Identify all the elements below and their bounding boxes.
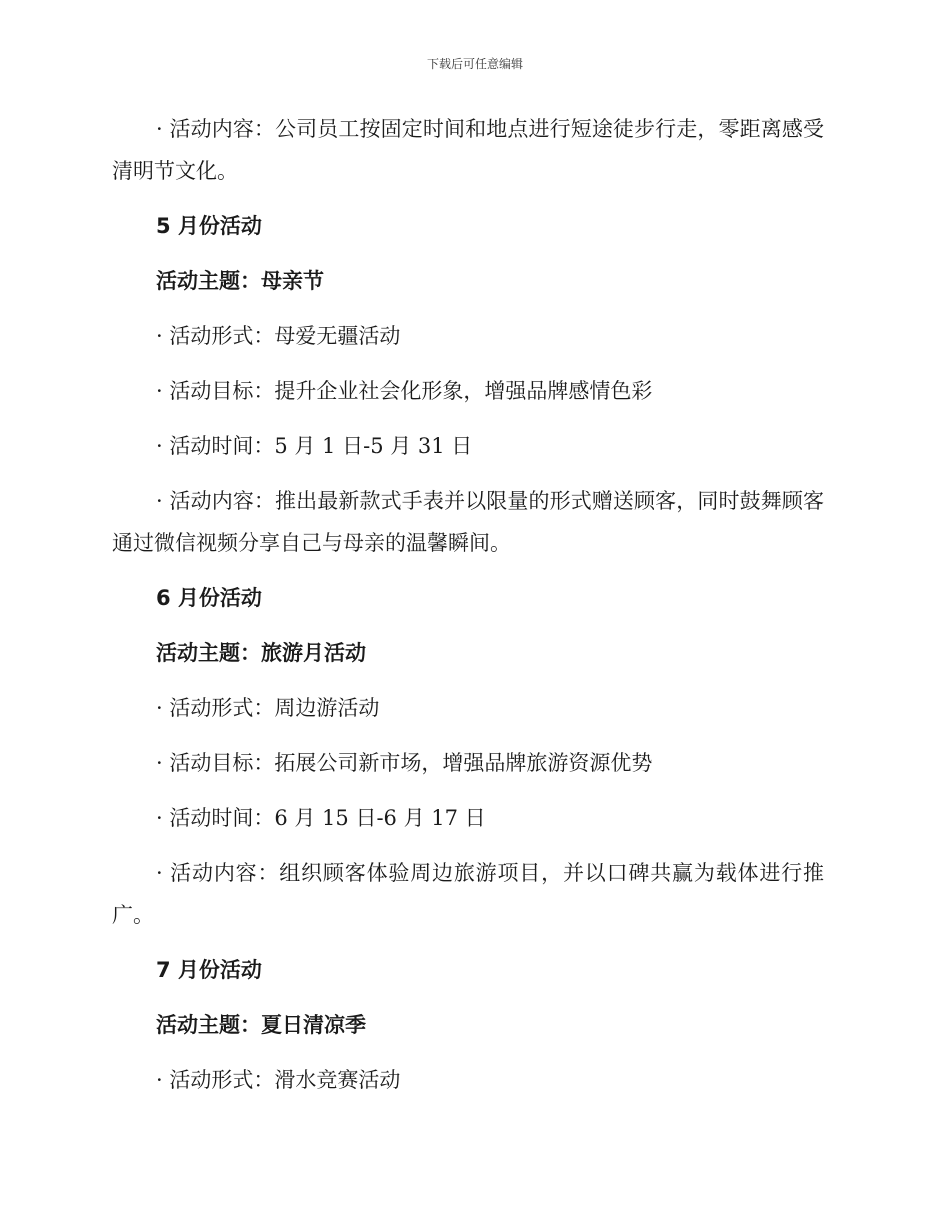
paragraph: · 活动内容：公司员工按固定时间和地点进行短途徒步行走，零距离感受清明节文化。 <box>112 117 824 183</box>
activity-theme: 活动主题：母亲节 <box>156 269 324 293</box>
paragraph: · 活动形式：周边游活动 <box>156 696 380 720</box>
paragraph: · 活动形式：母爱无疆活动 <box>156 324 401 348</box>
paragraph: · 活动时间：6 月 15 日-6 月 17 日 <box>156 806 486 830</box>
paragraph: · 活动形式：滑水竞赛活动 <box>156 1068 401 1092</box>
section-heading: 6 月份活动 <box>156 586 262 610</box>
paragraph: · 活动内容：推出最新款式手表并以限量的形式赠送顾客，同时鼓舞顾客通过微信视频分享自己与母亲的温馨瞬间。 <box>112 489 824 555</box>
paragraph: · 活动目标：提升企业社会化形象，增强品牌感情色彩 <box>156 379 653 403</box>
paragraph: · 活动内容：组织顾客体验周边旅游项目，并以口碑共赢为载体进行推广。 <box>112 861 824 927</box>
section-heading: 7 月份活动 <box>156 958 262 982</box>
activity-theme: 活动主题：旅游月活动 <box>156 641 366 665</box>
paragraph: · 活动时间：5 月 1 日-5 月 31 日 <box>156 434 473 458</box>
header-note: 下载后可任意编辑 <box>426 57 523 71</box>
paragraph: · 活动目标：拓展公司新市场，增强品牌旅游资源优势 <box>156 751 653 775</box>
activity-theme: 活动主题：夏日清凉季 <box>156 1013 366 1037</box>
section-heading: 5 月份活动 <box>156 214 262 238</box>
document-body <box>112 108 824 1114</box>
